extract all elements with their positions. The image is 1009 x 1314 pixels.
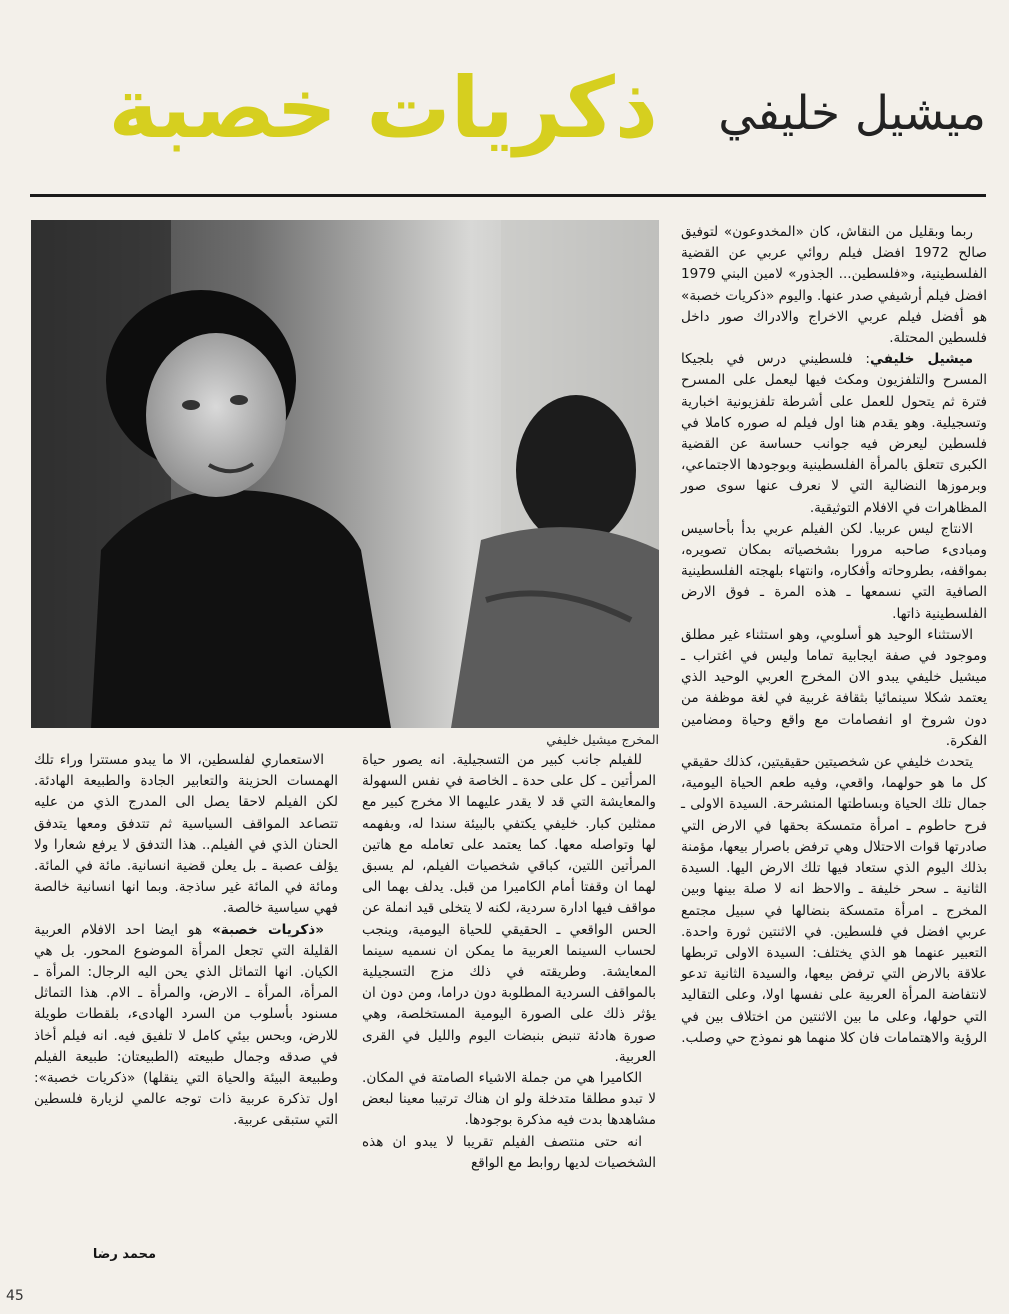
paragraph: الاستعماري لفلسطين، الا ما يبدو مستترا وراء تلك الهمسات الحزينة والتعابير الجادة والطبيعة الهادئة. لكن الفيلم لاحقا يصل الى المدرج الذي من عليه تتصاعد المواقف السياسية ثم تتدفق ومعها يتدفق الحنان الذي في الفيلم.. هذا التدفق لا يرفع شعارا ولا يؤلف عصبة ـ بل يعلن قضية انسانية. مائة في المائة. ومائة في المائة غير ساذجة. وبما انها انسانية خالصة فهي سياسية خالصة. bbox=[34, 752, 338, 917]
paragraph: ميشيل خليفي: فلسطيني درس في بلجيكا المسرح والتلفزيون ومكث فيها ليعمل على المسرح فترة ثم يتحول للعمل على أشرطة تلفزيونية اخبارية وتسجيلية. وهو يقدم هنا اول فيلم له صوره كاملا في فلسطين ليعرض فيه جوانب حساسة عن القضية الكبرى تتعلق بالمرأة الفلسطينية وبوجودها الاجتماعي، وبرموزها النضالية التي لا نعرف عنها سوى صور المظاهرات في الافلام التوثيقية. bbox=[681, 351, 987, 516]
column-left bbox=[34, 750, 338, 1132]
column-middle bbox=[362, 750, 656, 1174]
paragraph: «ذكريات خصبة» هو ايضا احد الافلام العربية القليلة التي تجعل المرأة الموضوع المحور. بل هي الكيان. انها التماثل الذي يحن اليه الرجال: المرأة ـ المرأة، المرأة ـ الارض، والمرأة ـ الام. هذا التماثل مسنود بأسلوب من السرد الهادىء، بلقطات طويلة للارض، وبحس بيئي كامل لا تلفيق فيه. انه فيلم أخاذ في صدقه وجمال طبيعته (الطبيعتان: طبيعة الفيلم وطبيعة البيئة والحياة التي ينقلها) «ذكريات خصبة»: اول تذكرة عربية ذات توجه عالمي لزيارة فلسطين التي ستبقى عربية. bbox=[34, 921, 338, 1129]
director-photo bbox=[31, 220, 659, 728]
paragraph: الكاميرا هي من جملة الاشياء الصامتة في المكان. لا تبدو مطلقا متدخلة ولو ان هناك ترتيبا معينا لبعض مشاهدها بدت فيه مذكرة بوجودها. bbox=[362, 1070, 656, 1129]
byline: محمد رضا bbox=[92, 1247, 156, 1262]
photo-caption: المخرج ميشيل خليفي bbox=[546, 732, 659, 747]
article-author: ميشيل خليفي bbox=[718, 86, 986, 141]
paragraph: يتحدث خليفي عن شخصيتين حقيقيتين، كذلك حقيقي كل ما هو حولهما، واقعي، وفيه طعم الحياة اليومية، جمال تلك الحياة وبساطتها المنشرحة. السيدة الاولى ـ فرح حاطوم ـ امرأة متمسكة بحقها في الارض التي صادرتها قوات الاحتلال وهي ترفض باصرار بيعها، مؤمنة بذلك اليوم الذي ستعاد فيها تلك الارض اليها. السيدة الثانية ـ سحر خليفة ـ والاحظ انه لا صلة بينها وبين المخرج ـ امرأة متمسكة بنضالها في سبيل مجتمع عربي افضل في فلسطين. في الاثنتين ثورة واحدة. التعبير عنهما هو الذي يختلف: السيدة الاولى تربطها علاقة بالارض التي ترفض بيعها، والسيدة الثانية تدعو لانتفاضة المرأة العربية على نفسها اولا، وعلى التقاليد التي حولها، وعلى ما بين الاثنتين من اختلاف بين في الرؤية والاهتمامات فان كلا منهما هو نموذج حي وصلب. bbox=[681, 754, 987, 1046]
paragraph: الانتاج ليس عربيا. لكن الفيلم عربي بدأ بأحاسيس ومبادىء صاحبه مرورا بشخصياته بمكان تصويره، بمواقفه، بطروحاته وأفكاره، وانتهاء بلهجته الفلسطينية الصافية التي نسمعها ـ هذه المرة ـ فوق الارض الفلسطينية ذاتها. bbox=[681, 520, 987, 622]
column-right bbox=[681, 222, 987, 1049]
paragraph: الاستثناء الوحيد هو أسلوبي، وهو استثناء غير مطلق وموجود في صفة ايجابية تماما وليس في اغتراب ـ ميشيل خليفي يبدو الان المخرج العربي الوحيد الذي يعتمد شكلا سينمائيا بثقافة غربية في لغة موظفة من دون شروخ او انفصامات مع واقع وحياة ومضامين الفكرة. bbox=[681, 626, 987, 749]
paragraph: للفيلم جانب كبير من التسجيلية. انه يصور حياة المرأتين ـ كل على حدة ـ الخاصة في نفس السهولة والمعايشة التي قد لا يقدر عليهما الا مخرج كبير مع ممثلين كبار. خليفي يكتفي بالبيئة سندا له، وبفهمه لها وتواصله معها. كما يعتمد على تعامله مع هاتين المرأتين اللتين، كباقي شخصيات الفيلم، لم يسبق لهما ان وقفتا أمام الكاميرا من قبل. يدلف بهما الى مواقف فيها ادارة سردية، لكنه لا يتخلى قيد انملة عن الحس الواقعي ـ الحقيقي للحياة اليومية، وينجب لحساب السينما العربية ما يمكن ان نسميه سينما المعايشة. وطريقته في ذلك مزج التسجيلية بالمواقف السردية المطلوبة دون دراما، ومن دون ان يؤثر ذلك على الصورة اليومية المستخلصة، وهي صورة هادئة تنبض بنبضات اليوم والليل في القرى العربية. bbox=[362, 752, 656, 1065]
paragraph: ربما وبقليل من النقاش، كان «المخدوعون» لتوفيق صالح 1972 افضل فيلم روائي عربي عن القضية الفلسطينية، و«فلسطين... الجذور» لامين البني 1979 افضل فيلم أرشيفي صدر عنها. واليوم «ذكريات خصبة» هو أفضل فيلم عربي الاخراج والادراك صور داخل فلسطين المحتلة. bbox=[681, 224, 987, 347]
article-title: ذكريات خصبة bbox=[108, 59, 658, 157]
paragraph: انه حتى منتصف الفيلم تقريبا لا يبدو ان هذه الشخصيات لديها روابط مع الواقع bbox=[362, 1133, 656, 1171]
photo-image bbox=[31, 220, 659, 728]
film-title: «ذكريات خصبة» bbox=[211, 921, 324, 938]
director-name: ميشيل خليفي bbox=[869, 351, 973, 368]
header-rule bbox=[30, 194, 986, 197]
page-number: 45 bbox=[6, 1288, 24, 1304]
